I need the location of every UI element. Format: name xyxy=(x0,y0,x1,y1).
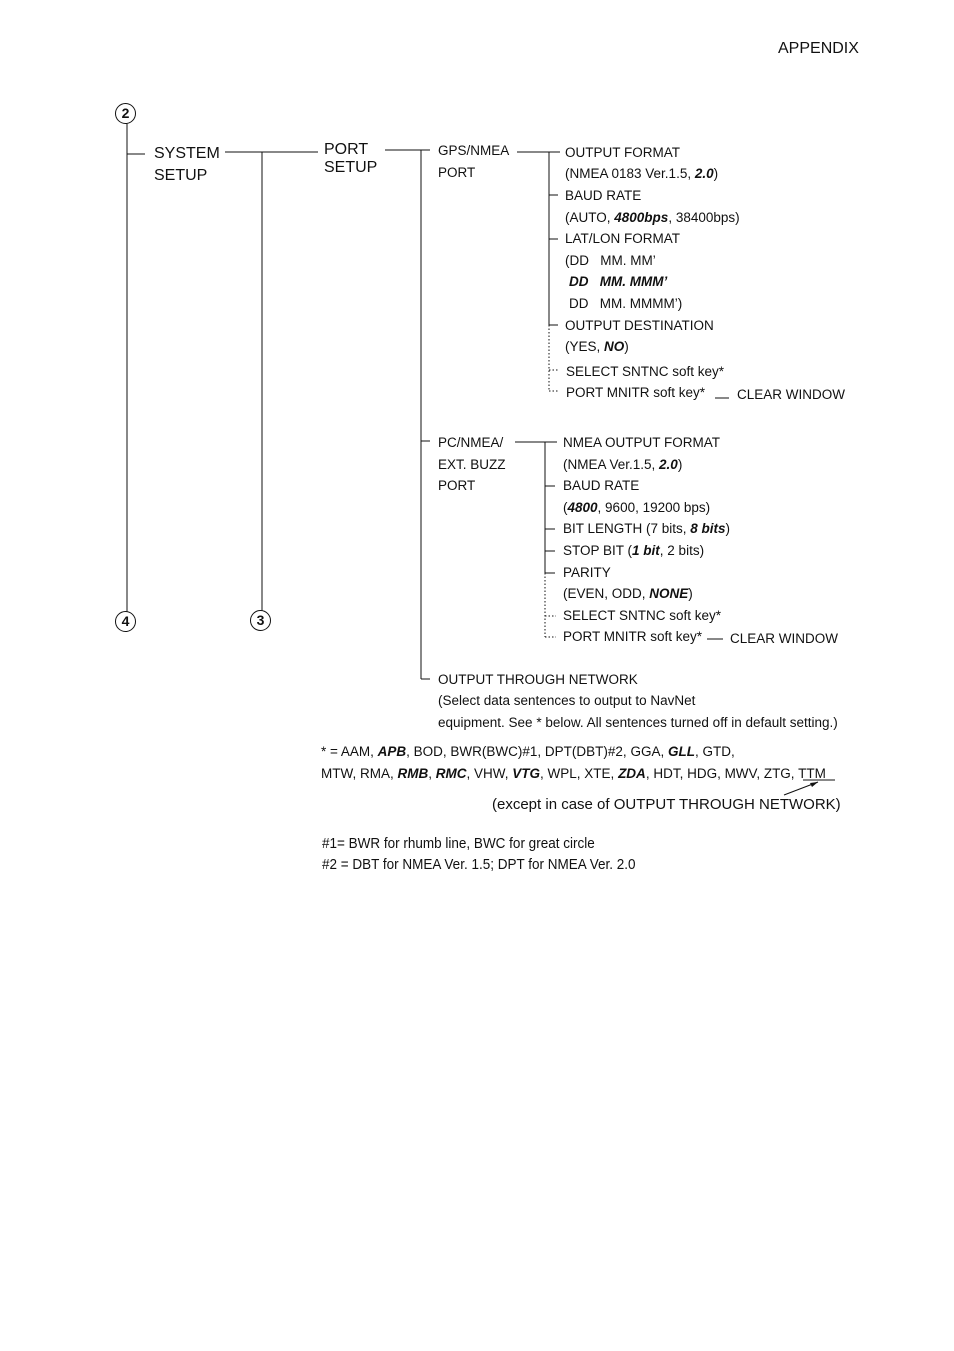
pc-port-label-3: PORT xyxy=(438,478,476,493)
system-setup-label-2: SETUP xyxy=(154,167,208,184)
port-setup-label-1: PORT xyxy=(324,141,369,158)
gps-clear-window: CLEAR WINDOW xyxy=(737,387,845,402)
gps-output-destination-options: (YES, NO) xyxy=(565,339,629,354)
pc-parity-options: (EVEN, ODD, NONE) xyxy=(563,586,693,601)
gps-output-destination-label: OUTPUT DESTINATION xyxy=(565,318,714,333)
pc-stop-bit: STOP BIT (1 bit, 2 bits) xyxy=(563,543,705,558)
pc-nmea-output-format-options: (NMEA Ver.1.5, 2.0) xyxy=(563,457,683,472)
gps-port-mnitr-softkey: PORT MNITR soft key* xyxy=(566,385,706,400)
gps-latlon-option-2: DD MM. MMM’ xyxy=(569,274,668,289)
appendix-header: APPENDIX xyxy=(778,40,859,57)
gps-output-format-label: OUTPUT FORMAT xyxy=(565,145,680,160)
pc-parity-label: PARITY xyxy=(563,565,611,580)
gps-port-label-1: GPS/NMEA xyxy=(438,143,510,158)
output-network-desc-1: (Select data sentences to output to NavNet xyxy=(438,693,696,708)
pc-bit-length: BIT LENGTH (7 bits, 8 bits) xyxy=(563,521,731,536)
footnote-2: #2 = DBT for NMEA Ver. 1.5; DPT for NMEA Ver. 2.0 xyxy=(322,856,636,873)
gps-baud-rate-label: BAUD RATE xyxy=(565,188,642,203)
port-setup-label-2: SETUP xyxy=(324,159,378,176)
pc-baud-rate-label: BAUD RATE xyxy=(563,478,640,493)
gps-port-label-2: PORT xyxy=(438,165,476,180)
sentence-list-line-1: * = AAM, APB, BOD, BWR(BWC)#1, DPT(DBT)#2, GGA, GLL, GTD, xyxy=(321,744,735,759)
gps-select-sntnc-softkey: SELECT SNTNC soft key* xyxy=(566,364,725,379)
gps-latlon-format-label: LAT/LON FORMAT xyxy=(565,231,681,246)
pc-port-mnitr-softkey: PORT MNITR soft key* xyxy=(563,629,703,644)
system-setup-label-1: SYSTEM xyxy=(154,145,220,162)
pc-port-label-2: EXT. BUZZ xyxy=(438,457,506,472)
except-note: (except in case of OUTPUT THROUGH NETWORK) xyxy=(492,796,841,813)
pc-nmea-output-format-label: NMEA OUTPUT FORMAT xyxy=(563,435,721,450)
connector-3-icon: 3 xyxy=(250,610,271,631)
connector-2-icon: 2 xyxy=(115,103,136,124)
footnote-1: #1= BWR for rhumb line, BWC for great circle xyxy=(322,835,595,852)
connector-4-icon: 4 xyxy=(115,611,136,632)
gps-latlon-option-1: (DD MM. MM’ xyxy=(565,253,656,268)
pc-baud-rate-options: (4800, 9600, 19200 bps) xyxy=(563,500,711,515)
output-network-desc-2: equipment. See * below. All sentences turned off in default setting.) xyxy=(438,715,838,730)
pc-select-sntnc-softkey: SELECT SNTNC soft key* xyxy=(563,608,722,623)
gps-latlon-option-3: DD MM. MMMM’) xyxy=(569,296,683,311)
gps-output-format-options: (NMEA 0183 Ver.1.5, 2.0) xyxy=(565,166,719,181)
pc-clear-window: CLEAR WINDOW xyxy=(730,631,838,646)
sentence-list-line-2: MTW, RMA, RMB, RMC, VHW, VTG, WPL, XTE, ZDA, HDT, HDG, MWV, ZTG, TTM xyxy=(321,766,826,781)
gps-baud-rate-options: (AUTO, 4800bps, 38400bps) xyxy=(565,210,740,225)
output-network-label: OUTPUT THROUGH NETWORK xyxy=(438,672,638,687)
pc-port-label-1: PC/NMEA/ xyxy=(438,435,504,450)
